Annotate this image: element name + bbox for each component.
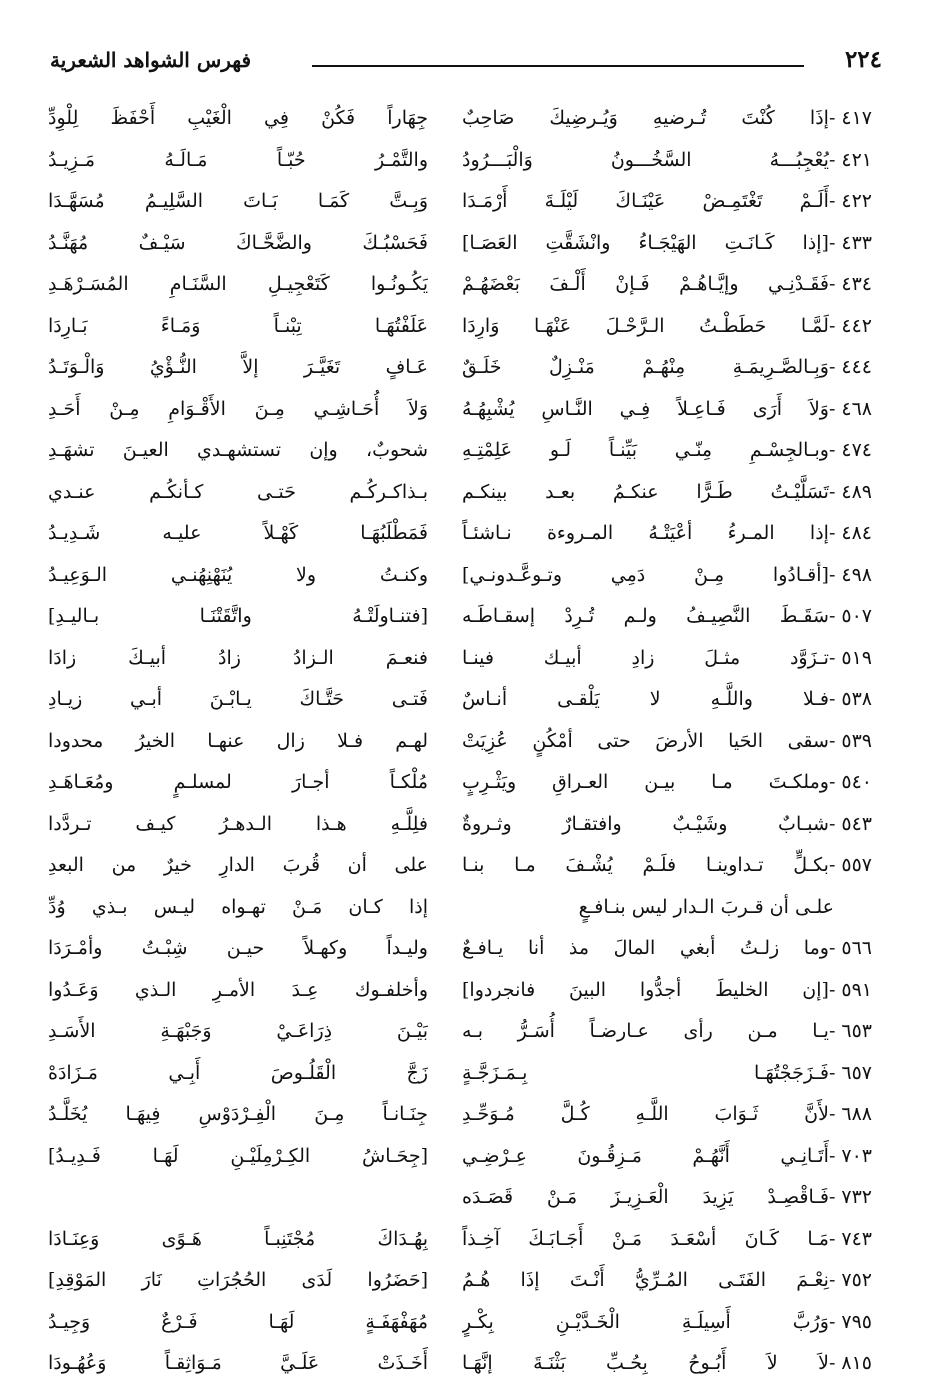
verse-text: -أَلَـمْ تَغْتَمِـضْ عَيْنَـاكَ لَيْلَـةَ أَرْمَـدَا [462, 190, 836, 212]
verse-number: ٥٣٨ [841, 688, 872, 710]
verse-line: والتَّمْـرُ حُبّـاً مَـالَـهُ مَـزِيـدُ [48, 148, 428, 171]
verse-line: على أن قُربَ الدارِ خيرٌ من البعدِ [48, 854, 428, 876]
verse-line [462, 887, 872, 929]
verse-line: مُلْكـاً أجـارَ لمسلـمٍ ومُعَـاهَـدِ [48, 771, 428, 793]
verse-number: ٥٥٧ [841, 854, 872, 876]
verse-line: وكنـتُ ولا يُنَهْنِهُنـي الـوَعِيـدُ [48, 563, 428, 586]
verse-number: ٤٧٤ [841, 439, 872, 461]
verse-line: فَحَسْبُـكَ والضَّحَّـاكَ سَيْـفٌ مُهَنَّـدُ [48, 231, 428, 254]
verse-number: ٤٩٨ [841, 563, 872, 586]
verse-line [462, 721, 872, 763]
verse-line [462, 389, 872, 431]
verse-text: -تَسَلَّيْـتُ طَـرًّا عنكـمُ بعـد بينكـم [462, 480, 836, 503]
verse-number: ٧٠٣ [841, 1144, 872, 1167]
verse-line: بِهُـدَاكَ مُجْتَنِبـاً هَـوًى وَعِنَـادَا [48, 1227, 428, 1250]
verse-text: -وملكـتَ مـا بيـن العـراقِ ويَثْـرِبٍ [462, 771, 836, 793]
verse-number: ٦٥٧ [841, 1061, 872, 1084]
verse-number: ٤٤٢ [841, 314, 872, 337]
verse-line [462, 555, 872, 597]
verse-text: -وَرُبَّ أَسِيلَـةِ الْخَـدَّيْـنِ بِكْـرٍ [462, 1310, 836, 1333]
verse-line: فنعـمَ الـزادُ زادُ أبيـكَ زادَا [48, 646, 428, 669]
verse-number: ٦٥٣ [841, 1020, 872, 1042]
verse-line [462, 1053, 872, 1095]
verse-line [462, 1343, 872, 1385]
verse-text: -شبـابٌ وشَيْـبٌ وافتقـارٌ وثـروةٌ [462, 812, 836, 835]
verse-line: يَكُـونُـوا كَتَعْجِيـلِ السَّنَـامِ المُسَـرْهَـدِ [48, 273, 428, 295]
verse-text: -نِعْـمَ الفَتَـى المُـرِّيُّ أَنْـتَ إذَا هُـمُ [462, 1269, 836, 1291]
verse-number: ٤٢٢ [841, 190, 872, 212]
verse-text: -تـزَوَّد مثـلَ زادِ أبيـك فينـا [462, 646, 836, 669]
verse-line [462, 1136, 872, 1178]
verse-line: فَتـى حَتَّـاكَ يـابْـنَ أبـي زيـادِ [48, 688, 428, 710]
verse-line [462, 762, 872, 804]
verse-line: عَـافٍ تَغَيَّـرَ إلاَّ النُّـؤْيُ وَالْـوَتَـدُ [48, 356, 428, 378]
verse-number: ٨١٥ [841, 1352, 872, 1374]
verse-line [462, 596, 872, 638]
verse-line [462, 679, 872, 721]
verse-line: بـذاكـركُـم حَتـى كـأنكُـم عنـدي [48, 480, 428, 503]
verse-text: -أَتَـانِـي أَنَّهُـمْ مَـزِقُـونَ عِـرْضِـي [462, 1144, 836, 1167]
verse-line [462, 1302, 872, 1344]
verse-number: ٥٤٠ [841, 771, 872, 793]
verse-line: وليـداً وكهـلاً حيـن شِبْـتُ وأمْـرَدَا [48, 937, 428, 959]
verse-text: -لأَنَّ ثَـوَابَ اللَّـهِ كُـلَّ مُـوَحِّـدِ [462, 1103, 836, 1125]
verse-number: ٤٦٨ [841, 397, 872, 420]
verse-line: شحوبٌ، وإن تستشهـدي العيـنَ تشهَـدِ [48, 439, 428, 461]
verse-text: -وَبِـالصَّـرِيمَـةِ مِنْهُـمْ مَنْـزِلٌ خَلَـقٌ [462, 356, 836, 378]
verse-text: -وما زلـتُ أبغي المالَ مذ أنا يـافـعٌ [462, 937, 836, 959]
verse-text: -لَمَّـا حَطَطْـتُ الـرَّحْـلَ عَنْهَـا وَارِدَا [462, 314, 836, 337]
verse-line: [فتنـاولَتْـهُ واتَّقَتْنَـا بـاليـدِ] [48, 605, 428, 627]
verse-text: -إذَا كُنْتَ تُـرضيهِ وَيُـرضِيكَ صَاحِبٌ [462, 107, 836, 129]
verse-line: وَلاَ أُحَـاشِـي مِـنَ الأَقْـوَامِ مِـنْ أَحَـدِ [48, 397, 428, 420]
verse-number: ٥٣٩ [841, 729, 872, 752]
verse-line [462, 223, 872, 265]
verse-line [462, 804, 872, 846]
verse-number: ٧٥٢ [841, 1269, 872, 1291]
verse-number: ٧٩٥ [841, 1310, 872, 1333]
verse-line: إذا كـان مَـنْ تهـواه ليـس بـذي وُدِّ [48, 895, 428, 918]
verse-line: وأخلفـوك عِـدَ الأمـرِ الـذي وَعَـدُوا [48, 978, 428, 1001]
verse-number: ٥٩١ [841, 978, 872, 1001]
verse-text: علـى أن قـربَ الـدار ليس بنـافـعٍ [578, 895, 834, 918]
verse-number: ٤٤٤ [841, 356, 872, 378]
verse-line [462, 1219, 872, 1261]
verse-text: -سَقَـطَ النَّصِيـفُ ولـم تُـرِدْ إسقـاطَـه [462, 605, 836, 627]
verse-number: ٥٠٧ [841, 605, 872, 627]
verse-text: -فَـزَجَجْتُهَـا بِـمَـزَجَّـةٍ [462, 1061, 836, 1084]
verse-line [462, 1177, 872, 1219]
verse-text: -فَـاقْصِـدْ يَزِيدَ الْعَـزِيـزَ مَـنْ قَصَـدَه [462, 1186, 836, 1208]
verse-line [462, 1094, 872, 1136]
verse-line [462, 970, 872, 1012]
verse-line: فلِلَّـهِ هـذا الـدهـرُ كيـف تـردَّدا [48, 812, 428, 835]
verse-line: جِهَاراً فَكُنْ فِي الْغَيْبِ أَحْفَظَ لِلْوِدِّ [48, 107, 428, 129]
verse-text: -وَلاَ أَرَى فَـاعِـلاً فِـي النَّـاسِ يُشْبِهُـهُ [462, 397, 836, 420]
verse-number: ٤٣٣ [841, 231, 872, 254]
verse-line: جِنَـانـاً مِـنَ الْفِـرْدَوْسِ فِيهَـا يُخَلَّـدُ [48, 1103, 428, 1125]
verse-line: بَيْـنَ ذِرَاعَـيْ وَجَبْهَـةِ الأَسَـدِ [48, 1020, 428, 1042]
verse-line: فَمَطْلَبُهَـا كَهْـلاً عليـه شَـدِيـدُ [48, 522, 428, 544]
verse-number: ٤٨٩ [841, 480, 872, 503]
verse-line: أَخَـذَتْ عَلَـيَّ مَـوَاثِقـاً وَعُهُـودَا [48, 1352, 428, 1374]
verse-gap [48, 1177, 428, 1219]
verse-line: وَبِـتَّ كَمَـا بَـاتَ السَّلِيـمُ مُسَهَّـدَا [48, 190, 428, 212]
left-column [48, 98, 428, 1385]
verse-number: ٤٣٤ [841, 273, 872, 295]
verse-number: ٥١٩ [841, 646, 872, 669]
verse-text: -فَقَـدْنِـي وإيَّـاهُـمْ فَـإنْ أَلْـفَ بَعْضَهُـمْ [462, 273, 836, 295]
verse-number: ٤٢١ [841, 148, 872, 171]
verse-line [462, 140, 872, 182]
verse-text: -[أقـادُوا مِـنْ دَمِي وتـوعَّـدونـي] [462, 563, 836, 586]
verse-text: -يـا مـن رأى عـارضـاً أُسَـرُّ بـه [462, 1020, 836, 1042]
verse-line [462, 1260, 872, 1302]
verse-text: -سقى الحَيا الأرضَ حتى أمْكُنٍ عُزِيَتْ [462, 729, 836, 752]
verse-line [462, 347, 872, 389]
verse-line: [حَضَرُوا لَدَى الحُجُرَاتِ نَارَ المَوْقِدِ] [48, 1269, 428, 1291]
verse-line [462, 306, 872, 348]
verse-line [462, 430, 872, 472]
verse-number: ٦٨٨ [841, 1103, 872, 1125]
verse-line [462, 98, 872, 140]
verse-line [462, 928, 872, 970]
verse-text: -مَـا كَـانَ أسْعَـدَ مَـنْ أَجَـابَـكَ آخِـذاً [462, 1227, 836, 1250]
verse-line [462, 181, 872, 223]
verse-line: لهـم فـلا زال عنهـا الخيرُ محدودا [48, 729, 428, 752]
verse-text: -[إذا كَـانَـتِ الهَيْجَـاءُ وانْشَقَّتِ العَصَـا] [462, 231, 836, 254]
verse-line [462, 638, 872, 680]
verse-text: -إذا المـرءُ أعْيَتْـهُ المـروءة نـاشئـاً [462, 522, 836, 544]
verse-number: ٤٨٤ [841, 522, 872, 544]
header-rule [312, 65, 804, 67]
verse-text: -لاَ لاَ أَبُـوحُ بِحُـبِّ بَثْنَـةَ إنَّهَـا [462, 1352, 836, 1374]
verse-text: -[إن الخليطَ أجدُّوا البينَ فانجردوا] [462, 978, 836, 1001]
verse-line: عَلَفْتُهَـا تِبْنـاً وَمَـاءً بَـارِدَا [48, 314, 428, 337]
verse-text: -وبـالجِسْـمِ مِنّـي بَيِّنـاً لَـو عَلِمْتِـهِ [462, 439, 836, 461]
verse-number: ٧٣٢ [841, 1186, 872, 1208]
verse-line [462, 472, 872, 514]
page-title: فهرس الشواهد الشعرية [50, 48, 252, 72]
verse-line: زَجَّ الْقَلُـوصَ أَبِـي مَـزَادَهْ [48, 1061, 428, 1084]
verse-line: مُهَفْهَفَـةٍ لَهَـا فَـرْعٌ وَجِيـدُ [48, 1310, 428, 1333]
verse-number: ٥٤٣ [841, 812, 872, 835]
page-header [50, 40, 882, 80]
verse-text: -بكـلٍّ تـداوينـا فلَـمْ يُشْـفَ مـا بنـا [462, 854, 836, 876]
verse-line [462, 264, 872, 306]
verse-line [462, 513, 872, 555]
page-number: ٢٢٤ [844, 46, 882, 73]
verse-text: -فـلا واللَّـهِ لا يَلْقـى أنـاسٌ [462, 688, 836, 710]
right-column [462, 98, 872, 1385]
verse-number: ٤١٧ [841, 107, 872, 129]
verse-line [462, 1011, 872, 1053]
verse-number: ٧٤٣ [841, 1227, 872, 1250]
verse-line: [جِحَـاشُ الكِـرْمِلَيْـنِ لَهَـا فَـدِيـدُ] [48, 1144, 428, 1167]
verse-text: -يُعْجِبُـــهُ السَّخُـــونُ وَالْبَـــرُودُ [462, 148, 836, 171]
verse-line [462, 845, 872, 887]
verse-number: ٥٦٦ [841, 937, 872, 959]
